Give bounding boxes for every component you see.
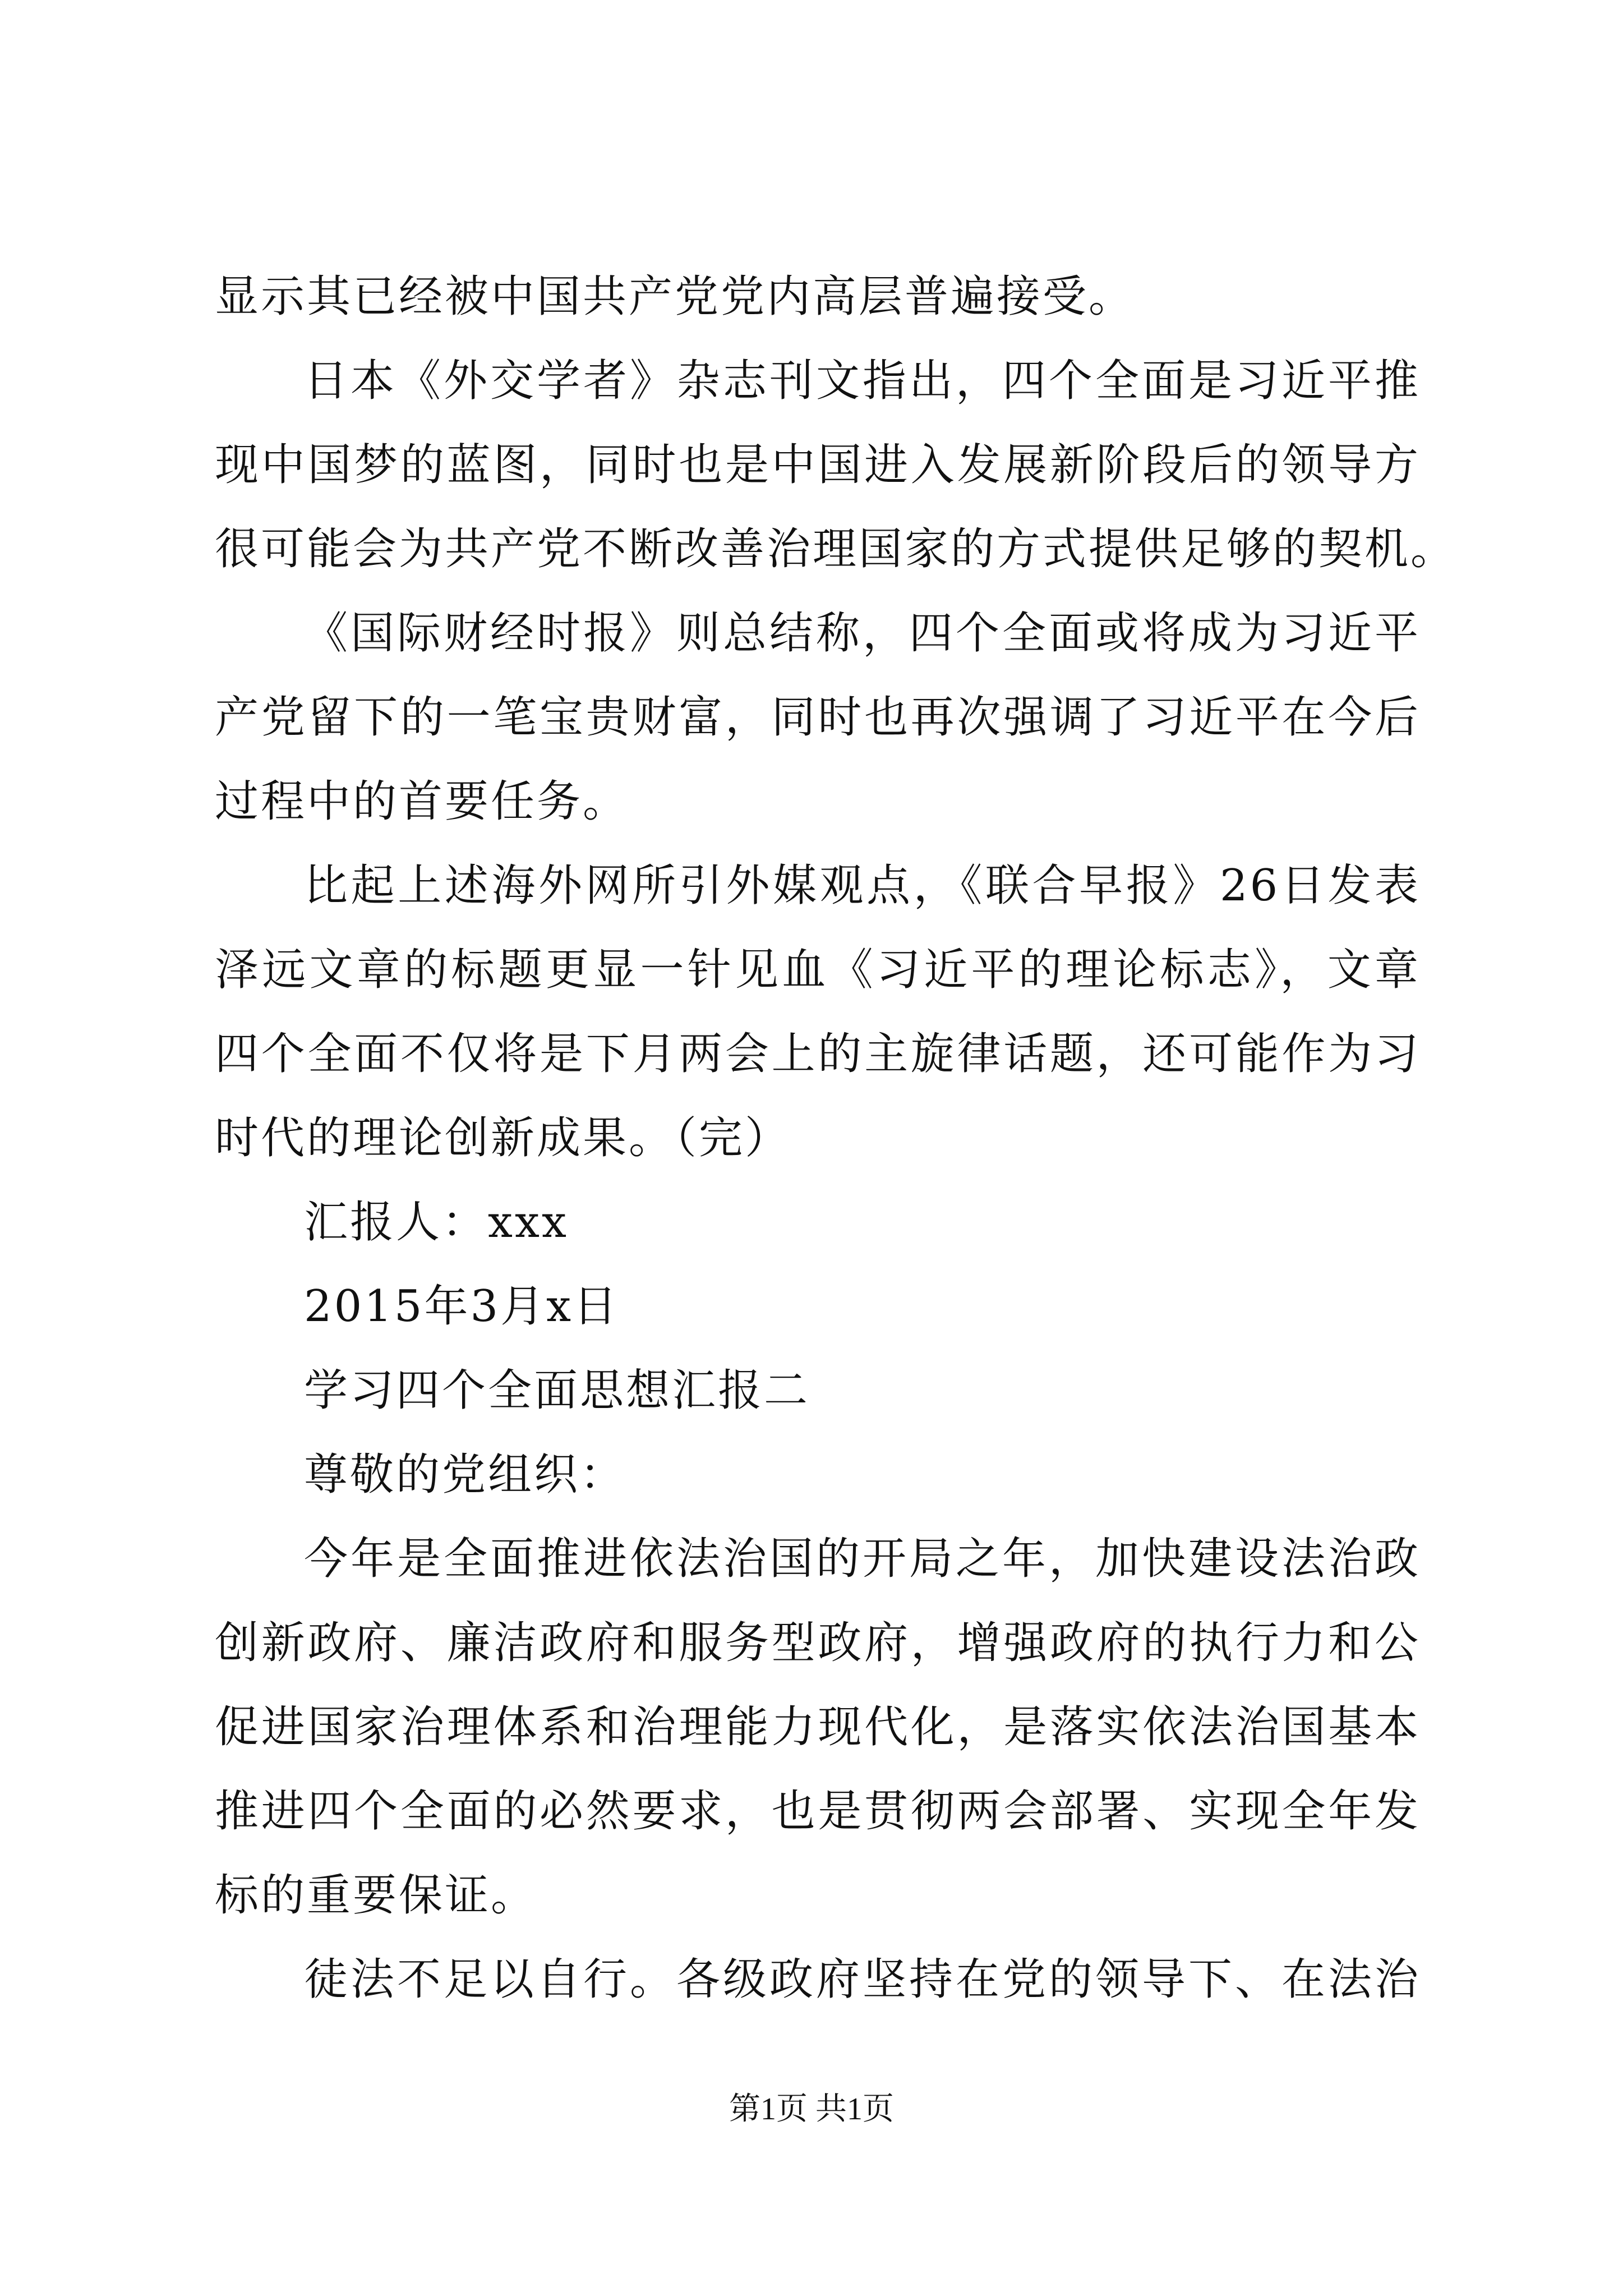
paragraph-line: 四个全面不仅将是下月两会上的主旋律话题，还可能作为习 <box>215 1029 1421 1079</box>
paragraph-line: 过程中的首要任务。 <box>215 776 629 827</box>
page-footer: 第1页 共1页 <box>729 2092 894 2127</box>
reporter-line: 汇报人：xxx <box>304 1197 569 1248</box>
paragraph-line: 创新政府、廉洁政府和服务型政府，增强政府的执行力和公 <box>215 1618 1421 1668</box>
paragraph-line: 推进四个全面的必然要求，也是贯彻两会部署、实现全年发 <box>215 1786 1421 1837</box>
paragraph-line: 今年是全面推进依法治国的开局之年，加快建设法治政 <box>304 1534 1421 1584</box>
paragraph-line: 产党留下的一笔宝贵财富，同时也再次强调了习近平在今后 <box>215 692 1421 743</box>
paragraph-line: 徒法不足以自行。各级政府坚持在党的领导下、在法治 <box>304 1954 1421 2005</box>
paragraph-line: 《国际财经时报》则总结称，四个全面或将成为习近平 <box>304 608 1421 659</box>
paragraph-line: 泽远文章的标题更显一针见血《习近平的理论标志》，文章 <box>215 945 1421 995</box>
paragraph-line: 比起上述海外网所引外媒观点，《联合早报》26日发表 <box>304 861 1421 911</box>
paragraph-line: 现中国梦的蓝图，同时也是中国进入发展新阶段后的领导方 <box>215 440 1421 490</box>
paragraph-line: 时代的理论创新成果。（完） <box>215 1113 791 1163</box>
section-title: 学习四个全面思想汇报二 <box>304 1365 810 1416</box>
date-line: 2015年3月x日 <box>304 1281 620 1332</box>
paragraph-line: 显示其已经被中国共产党党内高层普遍接受。 <box>215 272 1135 322</box>
paragraph-line: 日本《外交学者》杂志刊文指出，四个全面是习近平推 <box>304 356 1421 406</box>
paragraph-line: 促进国家治理体系和治理能力现代化，是落实依法治国基本 <box>215 1702 1421 1752</box>
paragraph-line: 标的重要保证。 <box>215 1870 537 1921</box>
salutation: 尊敬的党组织： <box>304 1450 626 1500</box>
paragraph-line: 很可能会为共产党不断改善治理国家的方式提供足够的契机。 <box>215 524 1457 574</box>
